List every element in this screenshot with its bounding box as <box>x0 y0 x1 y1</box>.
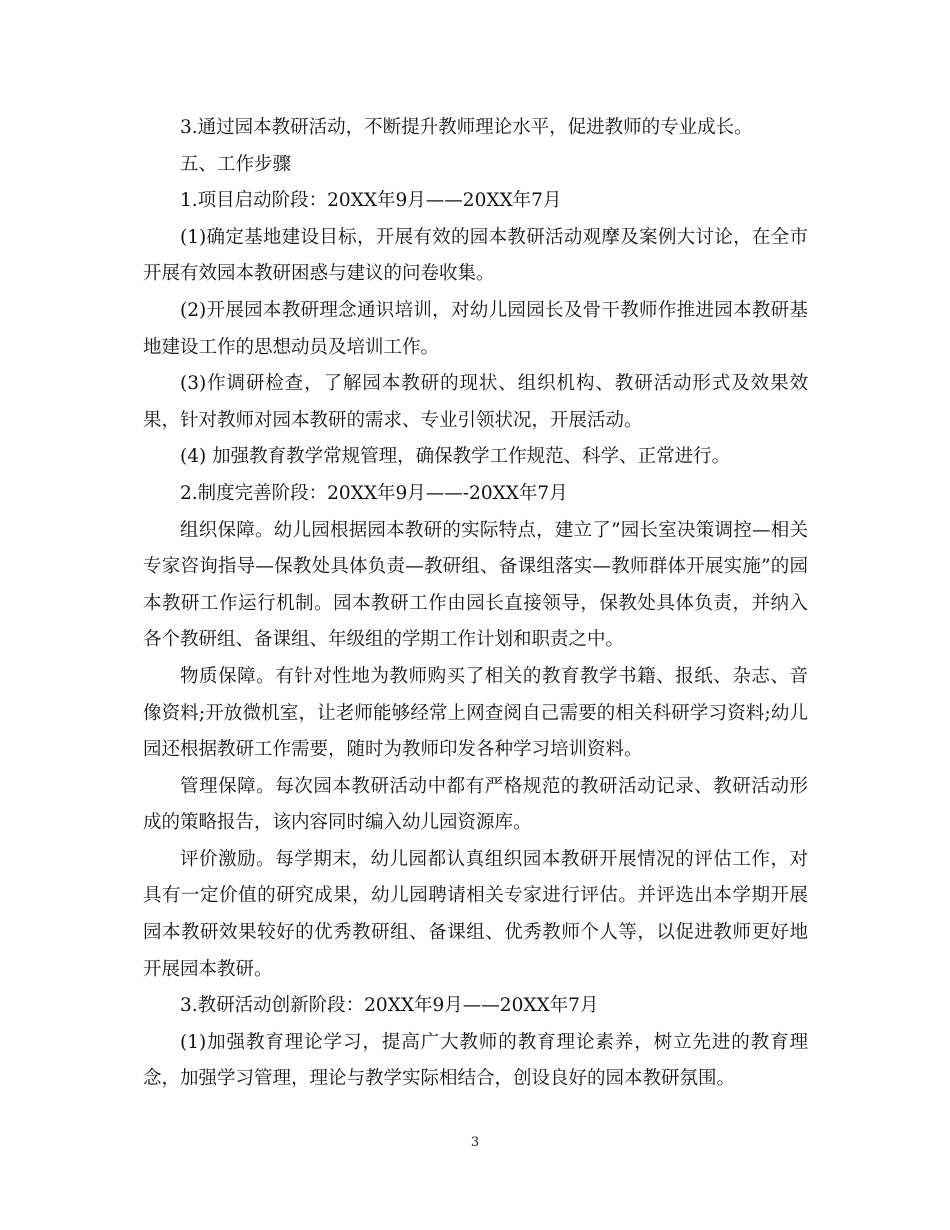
organization-guarantee-paragraph: 组织保障。幼儿园根据园本教研的实际特点，建立了”园长室决策调控—相关专家咨询指导—保教处具体负责—教研组、备课组落实—教师群体开展实施”的园本教研工作运行机制。园本教研工作由园长直接领导，保教处具体负责，并纳入各个教研组、备课组、年级组的学期工作计划和职责之中。 <box>143 519 808 651</box>
section-heading-work-steps: 五、工作步骤 <box>180 153 292 175</box>
stage-2-heading: 2.制度完善阶段：20XX年9月——-20XX年7月 <box>180 482 568 504</box>
stage-1-heading: 1.项目启动阶段：20XX年9月——20XX年7月 <box>180 190 562 212</box>
material-guarantee-paragraph: 物质保障。有针对性地为教师购买了相关的教育教学书籍、报纸、杂志、音像资料;开放微机室，让老师能够经常上网查阅自己需要的相关科研学习资料;幼儿园还根据教研工作需要，随时为教师印发各种学习培训资料。 <box>143 665 808 761</box>
paragraph-goal-3: 3.通过园本教研活动，不断提升教师理论水平，促进教师的专业成长。 <box>180 117 753 138</box>
stage-3-item-1: (1)加强教育理论学习，提高广大教师的教育理论素养，树立先进的教育理念，加强学习管理，理论与教学实际相结合，创设良好的园本教研氛围。 <box>143 1031 808 1090</box>
stage-1-item-1: (1)确定基地建设目标，开展有效的园本教研活动观摩及案例大讨论，在全市开展有效园本教研困惑与建议的问卷收集。 <box>143 226 808 285</box>
management-guarantee-paragraph: 管理保障。每次园本教研活动中都有严格规范的教研活动记录、教研活动形成的策略报告，该内容同时编入幼儿园资源库。 <box>143 775 808 834</box>
stage-3-heading: 3.教研活动创新阶段：20XX年9月——20XX年7月 <box>180 995 599 1017</box>
stage-1-item-3: (3)作调研检查，了解园本教研的现状、组织机构、教研活动形式及效果效果，针对教师对园本教研的需求、专业引领状况，开展活动。 <box>143 373 808 431</box>
evaluation-incentive-paragraph: 评价激励。每学期末，幼儿园都认真组织园本教研开展情况的评估工作，对具有一定价值的研究成果，幼儿园聘请相关专家进行评估。并评选出本学期开展园本教研效果较好的优秀教研组、备课组、优秀教师个人等，以促进教师更好地开展园本教研。 <box>143 848 808 980</box>
document-body <box>143 110 808 1098</box>
page-number: 3 <box>470 1135 480 1150</box>
stage-1-item-2: (2)开展园本教研理念通识培训，对幼儿园园长及骨干教师作推进园本教研基地建设工作的思想动员及培训工作。 <box>143 299 808 358</box>
stage-1-item-4: (4) 加强教育教学常规管理，确保教学工作规范、科学、正常进行。 <box>180 446 731 468</box>
